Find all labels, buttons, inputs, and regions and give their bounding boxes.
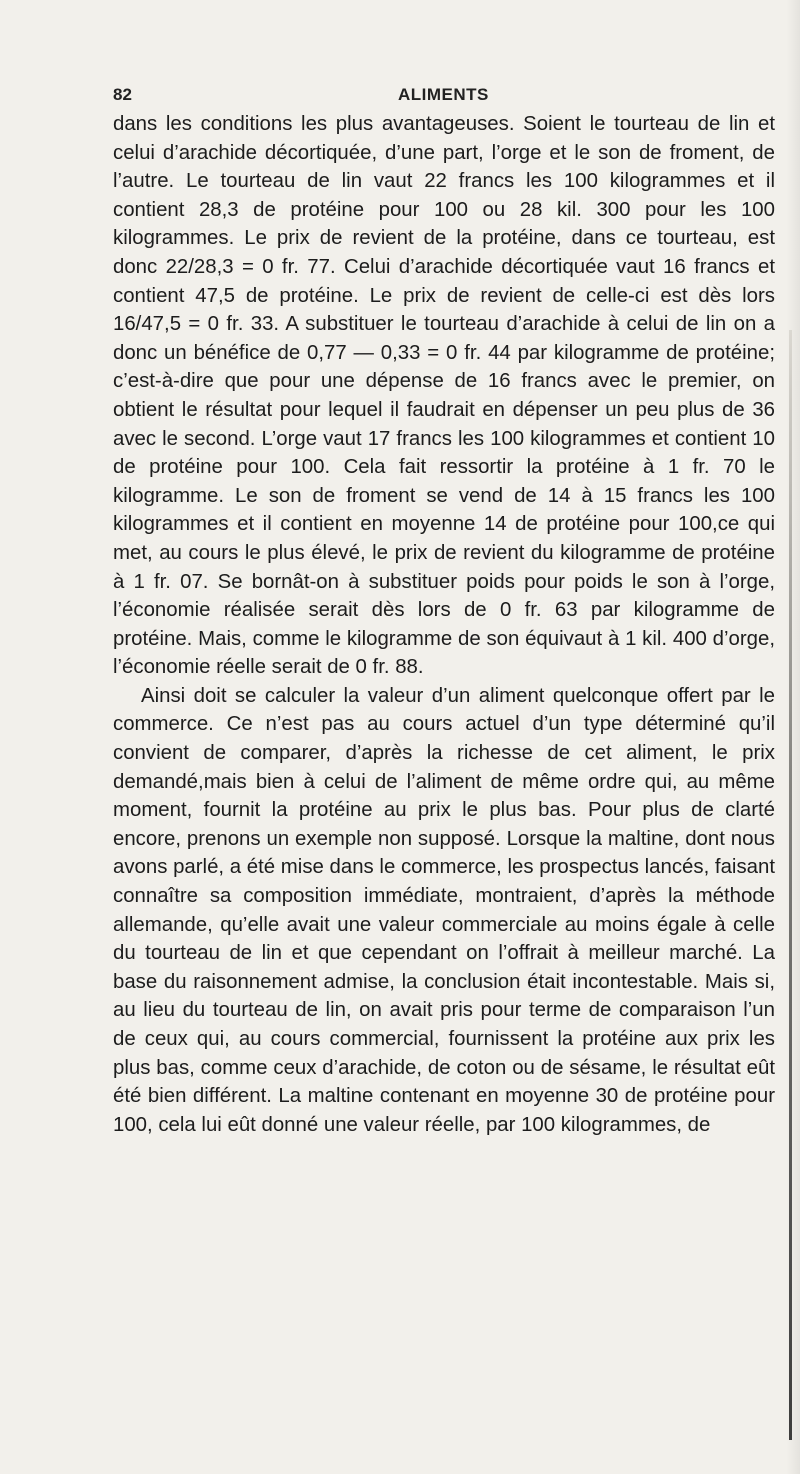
page-edge-line xyxy=(789,330,792,1440)
body-text xyxy=(113,110,775,1139)
page-header xyxy=(113,85,773,107)
paragraph: dans les conditions les plus avantageuses. Soient le tourteau de lin et celui d’arachide décortiquée, d’une part, l’orge et le son de froment, de l’autre. Le tourteau de lin vaut 22 francs les 100 kilogrammes et il contient 28,3 de protéine pour 100 ou 28 kil. 300 pour les 100 kilogrammes. Le prix de revient de la protéine, dans ce tourteau, est donc 22/28,3 = 0 fr. 77. Celui d’arachide décortiquée vaut 16 francs et contient 47,5 de protéine. Le prix de revient de celle-ci est dès lors 16/47,5 = 0 fr. 33. A substituer le tourteau d’arachide à celui de lin on a donc un bénéfice de 0,77 — 0,33 = 0 fr. 44 par kilogramme de protéine; c’est-à-dire que pour une dépense de 16 francs avec le premier, on obtient le résultat pour lequel il faudrait en dépenser un peu plus de 36 avec le second. L’orge vaut 17 francs les 100 kilogrammes et contient 10 de protéine pour 100. Cela fait ressortir la protéine à 1 fr. 70 le kilogramme. Le son de froment se vend de 14 à 15 francs les 100 kilogrammes et il contient en moyenne 14 de protéine pour 100,ce qui met, au cours le plus élevé, le prix de revient du kilogramme de protéine à 1 fr. 07. Se bornât-on à substituer poids pour poids le son à l’orge, l’économie réalisée serait dès lors de 0 fr. 63 par kilogramme de protéine. Mais, comme le kilogramme de son équivaut à 1 kil. 400 d’orge, l’économie réelle serait de 0 fr. 88. xyxy=(113,113,775,679)
paragraph: Ainsi doit se calculer la valeur d’un aliment quelconque offert par le commerce. Ce n’est pas au cours actuel d’un type déterminé qu’il convient de comparer, d’après la richesse de cet aliment, le prix demandé,mais bien à celui de l’aliment de même ordre qui, au même moment, fournit la protéine au prix le plus bas. Pour plus de clarté encore, prenons un exemple non supposé. Lorsque la maltine, dont nous avons parlé, a été mise dans le commerce, les prospectus lancés, faisant connaître sa composition immédiate, montraient, d’après la méthode allemande, qu’elle avait une valeur commerciale au moins égale à celle du tourteau de lin et que cependant on l’offrait à meilleur marché. La base du raisonnement admise, la conclusion était incontestable. Mais si, au lieu du tourteau de lin, on avait pris pour terme de comparaison l’un de ceux qui, au cours commercial, fournissent la protéine aux prix les plus bas, comme ceux d’arachide, de coton ou de sésame, le résultat eût été bien différent. La maltine contenant en moyenne 30 de protéine pour 100, cela lui eût donné une valeur réelle, par 100 kilogrammes, de xyxy=(113,684,775,1136)
running-title: ALIMENTS xyxy=(398,85,489,104)
page-number: 82 xyxy=(113,85,132,104)
